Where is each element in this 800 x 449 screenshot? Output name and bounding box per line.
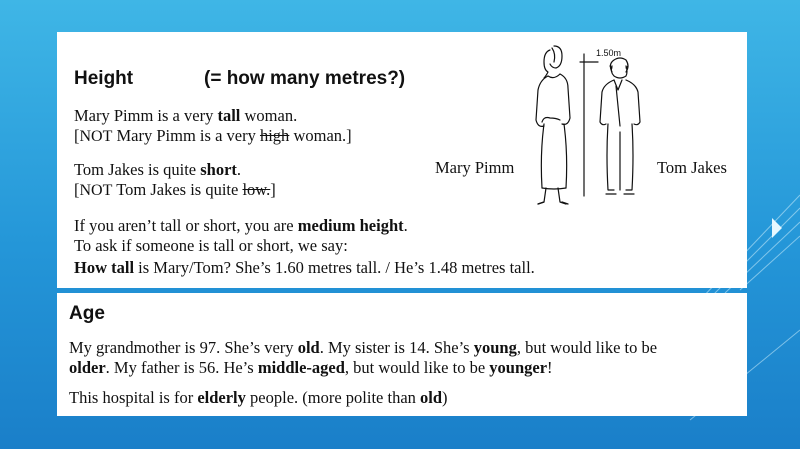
height-line-7: How tall is Mary/Tom? She’s 1.60 metres tall. / He’s 1.48 metres tall. [74, 258, 535, 277]
mary-figure-icon [536, 46, 570, 204]
next-arrow-icon [772, 218, 782, 238]
height-line-3: Tom Jakes is quite short. [74, 160, 242, 179]
height-line-4: [NOT Tom Jakes is quite low.] [74, 180, 276, 199]
caption-tom-jakes: Tom Jakes [657, 158, 727, 177]
caption-mary-pimm: Mary Pimm [435, 158, 515, 177]
height-measure-icon [580, 54, 598, 196]
age-line-1: My grandmother is 97. She’s very old. My sister is 14. She’s young, but would like to be [69, 338, 658, 357]
age-panel [57, 293, 747, 416]
height-line-5: If you aren’t tall or short, you are medium height. [74, 216, 408, 235]
age-line-2: older. My father is 56. He’s middle-aged, but would like to be younger! [69, 358, 553, 377]
height-illustration [522, 36, 662, 206]
measure-label: 1.50m [596, 48, 622, 58]
height-subtitle: (= how many metres?) [204, 68, 406, 89]
tom-figure-icon [600, 58, 640, 194]
height-line-2: [NOT Mary Pimm is a very high woman.] [74, 126, 352, 145]
height-title: Height [74, 68, 134, 89]
height-line-6: To ask if someone is tall or short, we say: [74, 236, 348, 255]
height-line-1: Mary Pimm is a very tall woman. [74, 106, 298, 125]
height-panel [57, 32, 747, 288]
age-title: Age [69, 303, 105, 324]
age-line-3: This hospital is for elderly people. (more polite than old) [69, 388, 448, 407]
